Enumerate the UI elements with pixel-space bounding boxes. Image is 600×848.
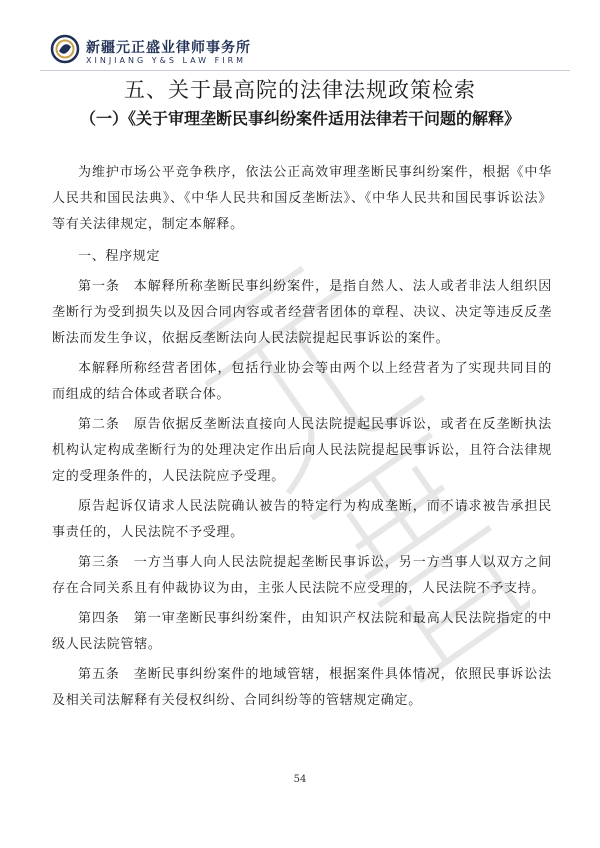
body-paragraph: 本解释所称经营者团体，包括行业协会等由两个以上经营者为了实现共同目的而组成的结合体或者联合体。 bbox=[52, 361, 552, 402]
firm-name-en: XINJIANG Y&S LAW FIRM bbox=[86, 56, 247, 65]
article-paragraph: 第三条 一方当事人向人民法院提起垄断民事诉讼，另一方当事人以双方之间存在合同关系且有仲裁协议为由，主张人民法院不应受理的，人民法院不予支持。 bbox=[52, 555, 552, 596]
firm-name-cn: 新疆元正盛业律师事务所 bbox=[86, 40, 251, 56]
letterhead bbox=[40, 30, 570, 70]
body-paragraph: 原告起诉仅请求人民法院确认被告的特定行为构成垄断，而不请求被告承担民事责任的，人民法院不予受理。 bbox=[52, 499, 552, 540]
article-paragraph: 第二条 原告依据反垄断法直接向人民法院提起民事诉讼，或者在反垄断执法机构认定构成垄断行为的处理决定作出后向人民法院提起民事诉讼，且符合法律规定的受理条件的，人民法院应予受理。 bbox=[52, 417, 552, 484]
article-paragraph: 第一条 本解释所称垄断民事纠纷案件，是指自然人、法人或者非法人组织因垄断行为受到损失以及因合同内容或者经营者团体的章程、决议、决定等违反反垄断法而发生争议，依据反垄断法向人民法院提起民事诉讼的案件。 bbox=[52, 279, 552, 346]
page-number: 54 bbox=[293, 774, 307, 785]
section-subtitle: （一）《关于审理垄断民事纠纷案件适用法律若干问题的解释》 bbox=[79, 109, 520, 128]
document-body bbox=[52, 160, 552, 714]
firm-logo-icon bbox=[50, 34, 80, 64]
header-divider bbox=[40, 70, 570, 71]
page-title: 五、关于最高院的法律法规政策检索 bbox=[124, 78, 476, 102]
body-paragraph: 为维护市场公平竞争秩序，依法公正高效审理垄断民事纠纷案件，根据《中华人民共和国民法典》、《中华人民共和国反垄断法》、《中华人民共和国民事诉讼法》等有关法律规定，制定本解释。 bbox=[52, 165, 552, 232]
article-paragraph: 第五条 垄断民事纠纷案件的地域管辖，根据案件具体情况，依照民事诉讼法及相关司法解释有关侵权纠纷、合同纠纷等的管辖规定确定。 bbox=[52, 667, 552, 708]
article-paragraph: 第四条 第一审垄断民事纠纷案件，由知识产权法院和最高人民法院指定的中级人民法院管辖。 bbox=[52, 611, 552, 652]
section-heading: 一、程序规定 bbox=[78, 249, 161, 264]
